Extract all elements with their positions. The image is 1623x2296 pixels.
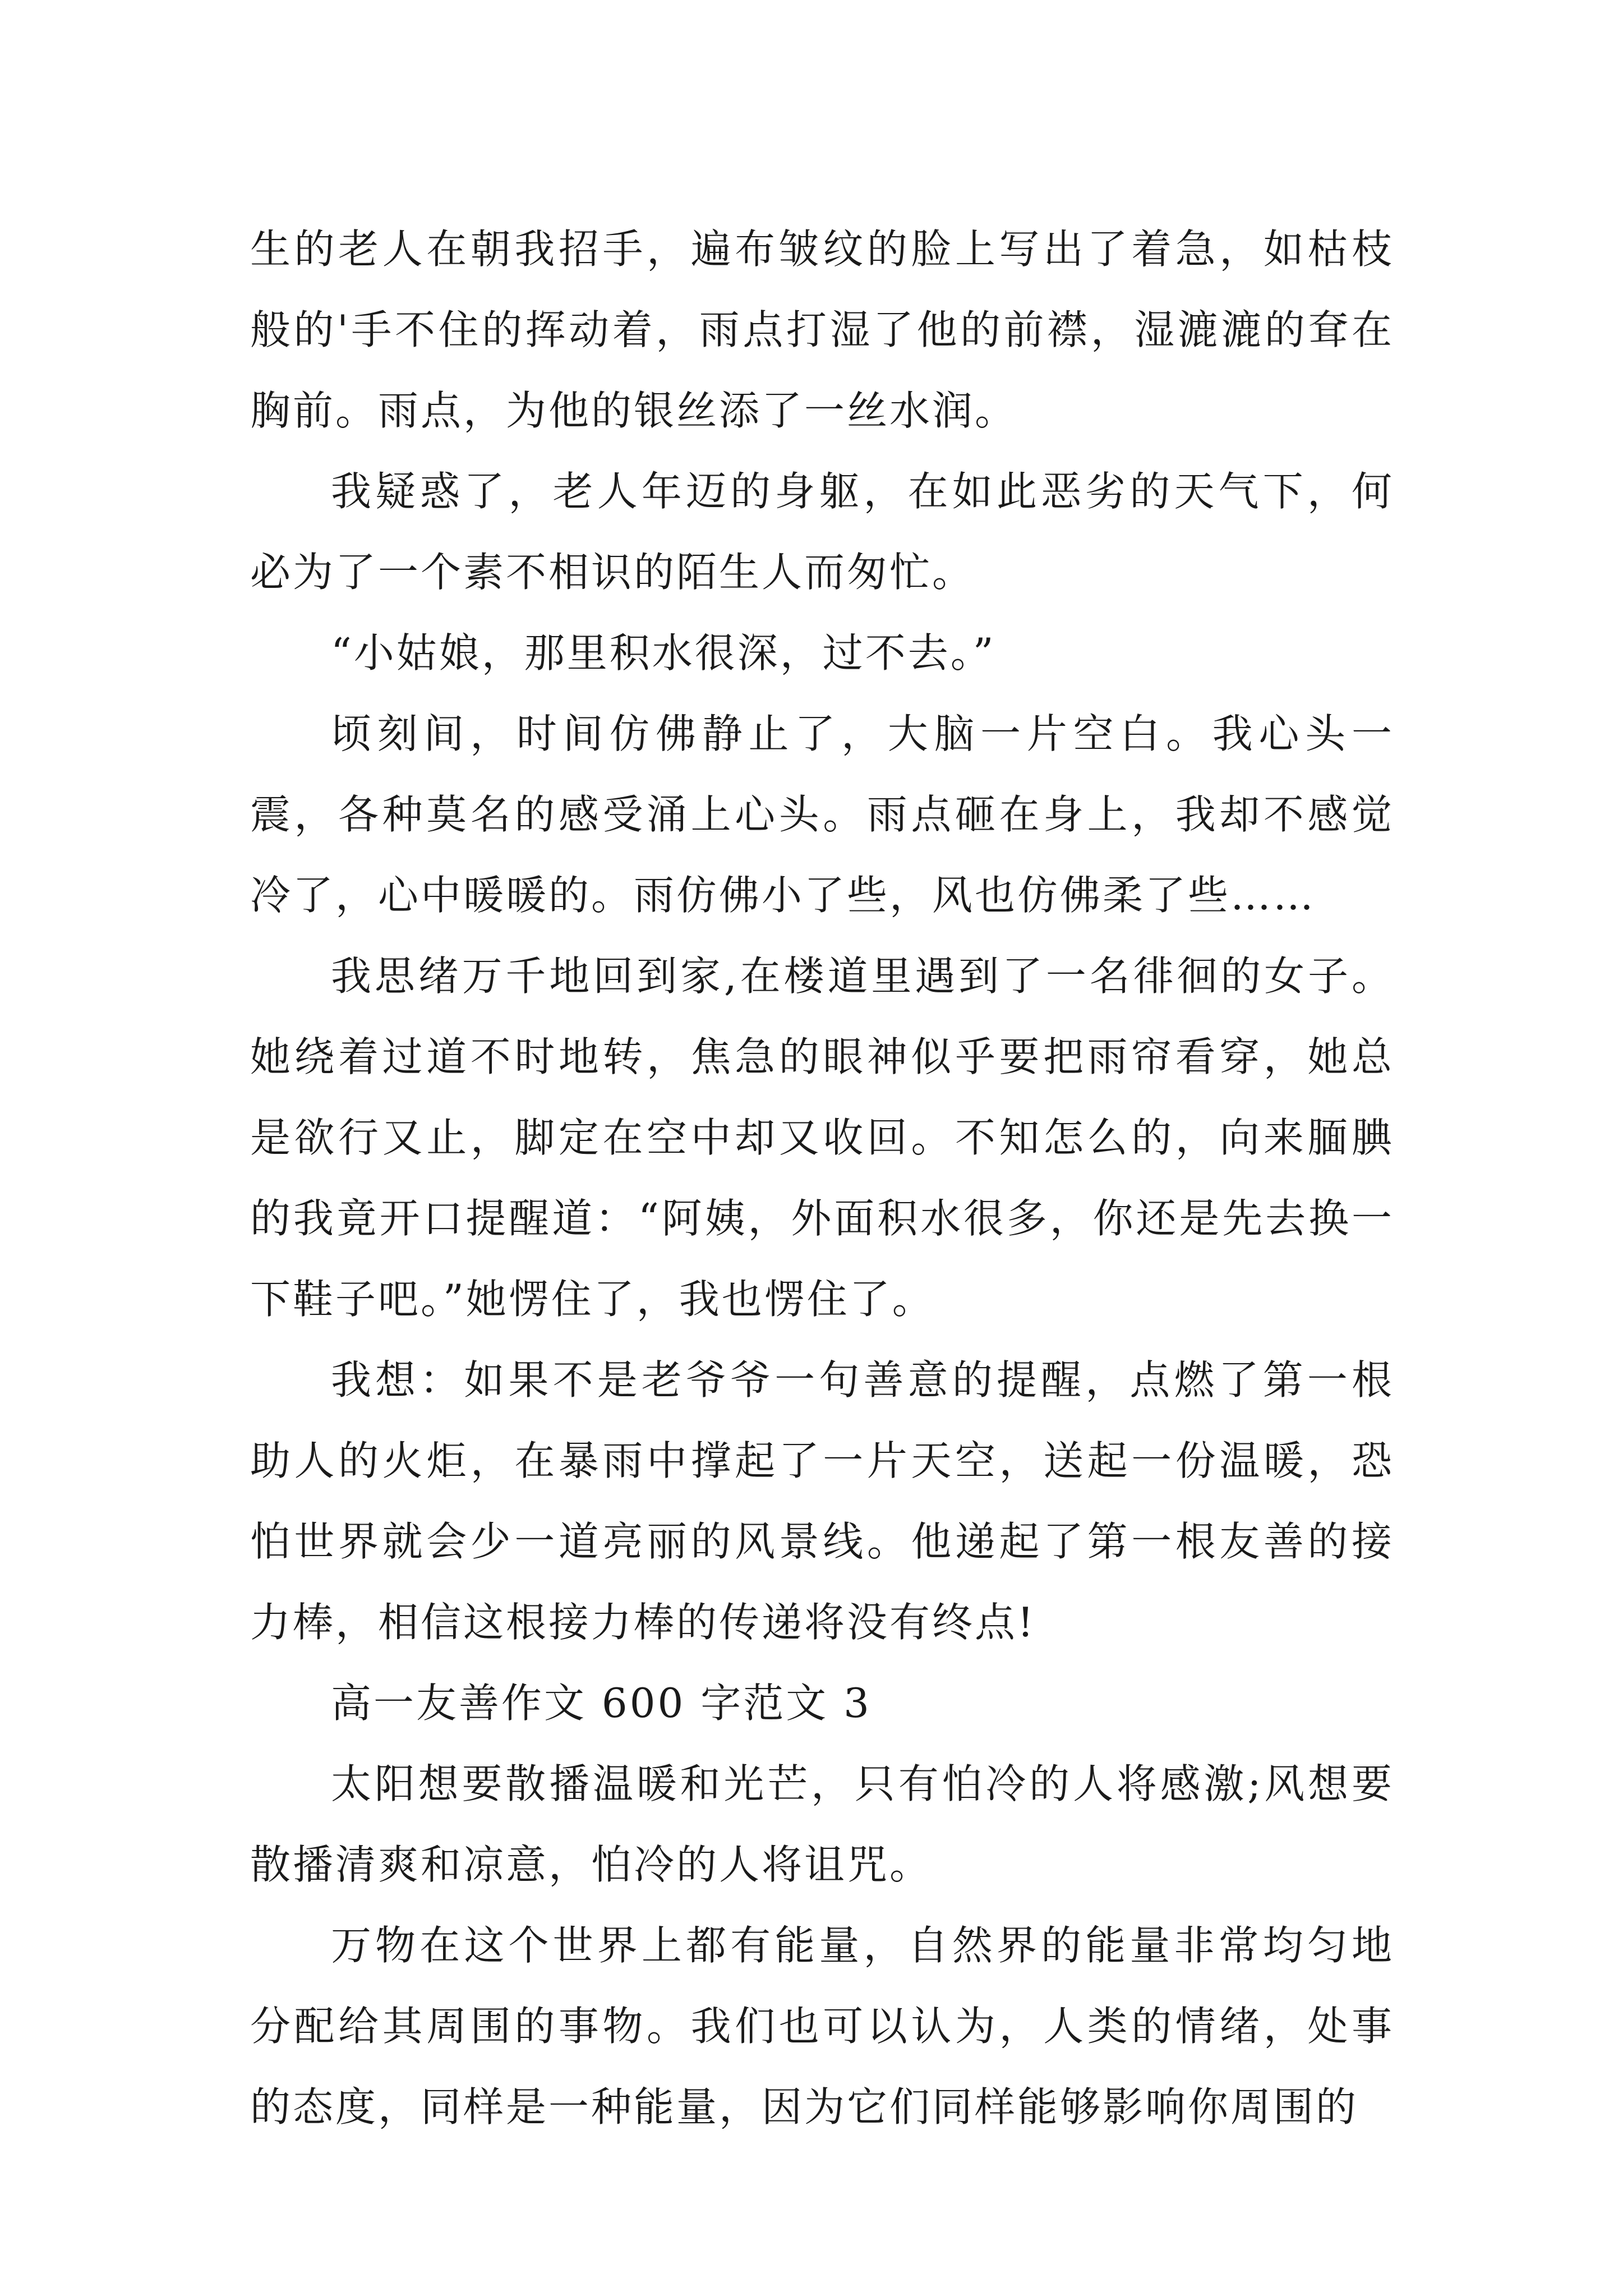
paragraph-6: 我想：如果不是老爷爷一句善意的提醒，点燃了第一根助人的火炬，在暴雨中撑起了一片天空，送起一份温暖，恐怕世界就会少一道亮丽的风景线。他递起了第一根友善的接力棒，相信这根接力棒的传递将没有终点! xyxy=(250,1356,1394,1646)
paragraph-2: 我疑惑了，老人年迈的身躯，在如此恶劣的天气下，何必为了一个素不相识的陌生人而匆忙。 xyxy=(250,468,1394,596)
paragraph-3: “小姑娘，那里积水很深，过不去。” xyxy=(331,629,996,677)
document-body xyxy=(250,209,1394,2147)
paragraph-5: 我思绪万千地回到家,在楼道里遇到了一名徘徊的女子。她绕着过道不时地转，焦急的眼神似乎要把雨帘看穿，她总是欲行又止，脚定在空中却又收回。不知怎么的，向来腼腆的我竟开口提醒道：“阿姨，外面积水很多，你还是先去换一下鞋子吧。”她愣住了，我也愣住了。 xyxy=(250,953,1394,1323)
paragraph-8: 万物在这个世界上都有能量，自然界的能量非常均匀地分配给其周围的事物。我们也可以认为，人类的情绪，处事的态度，同样是一种能量，因为它们同样能够影响你周围的 xyxy=(250,1922,1394,2131)
paragraph-4: 顷刻间，时间仿佛静止了，大脑一片空白。我心头一震，各种莫名的感受涌上心头。雨点砸在身上，我却不感觉冷了，心中暖暖的。雨仿佛小了些，风也仿佛柔了些…… xyxy=(250,710,1394,919)
paragraph-1: 生的老人在朝我招手，遍布皱纹的脸上写出了着急，如枯枝般的'手不住的挥动着，雨点打湿了他的前襟，湿漉漉的耷在胸前。雨点，为他的银丝添了一丝水润。 xyxy=(250,226,1394,434)
paragraph-7: 太阳想要散播温暖和光芒，只有怕冷的人将感激;风想要散播清爽和凉意，怕冷的人将诅咒。 xyxy=(250,1760,1394,1888)
section-heading: 高一友善作文 600 字范文 3 xyxy=(331,1680,872,1727)
